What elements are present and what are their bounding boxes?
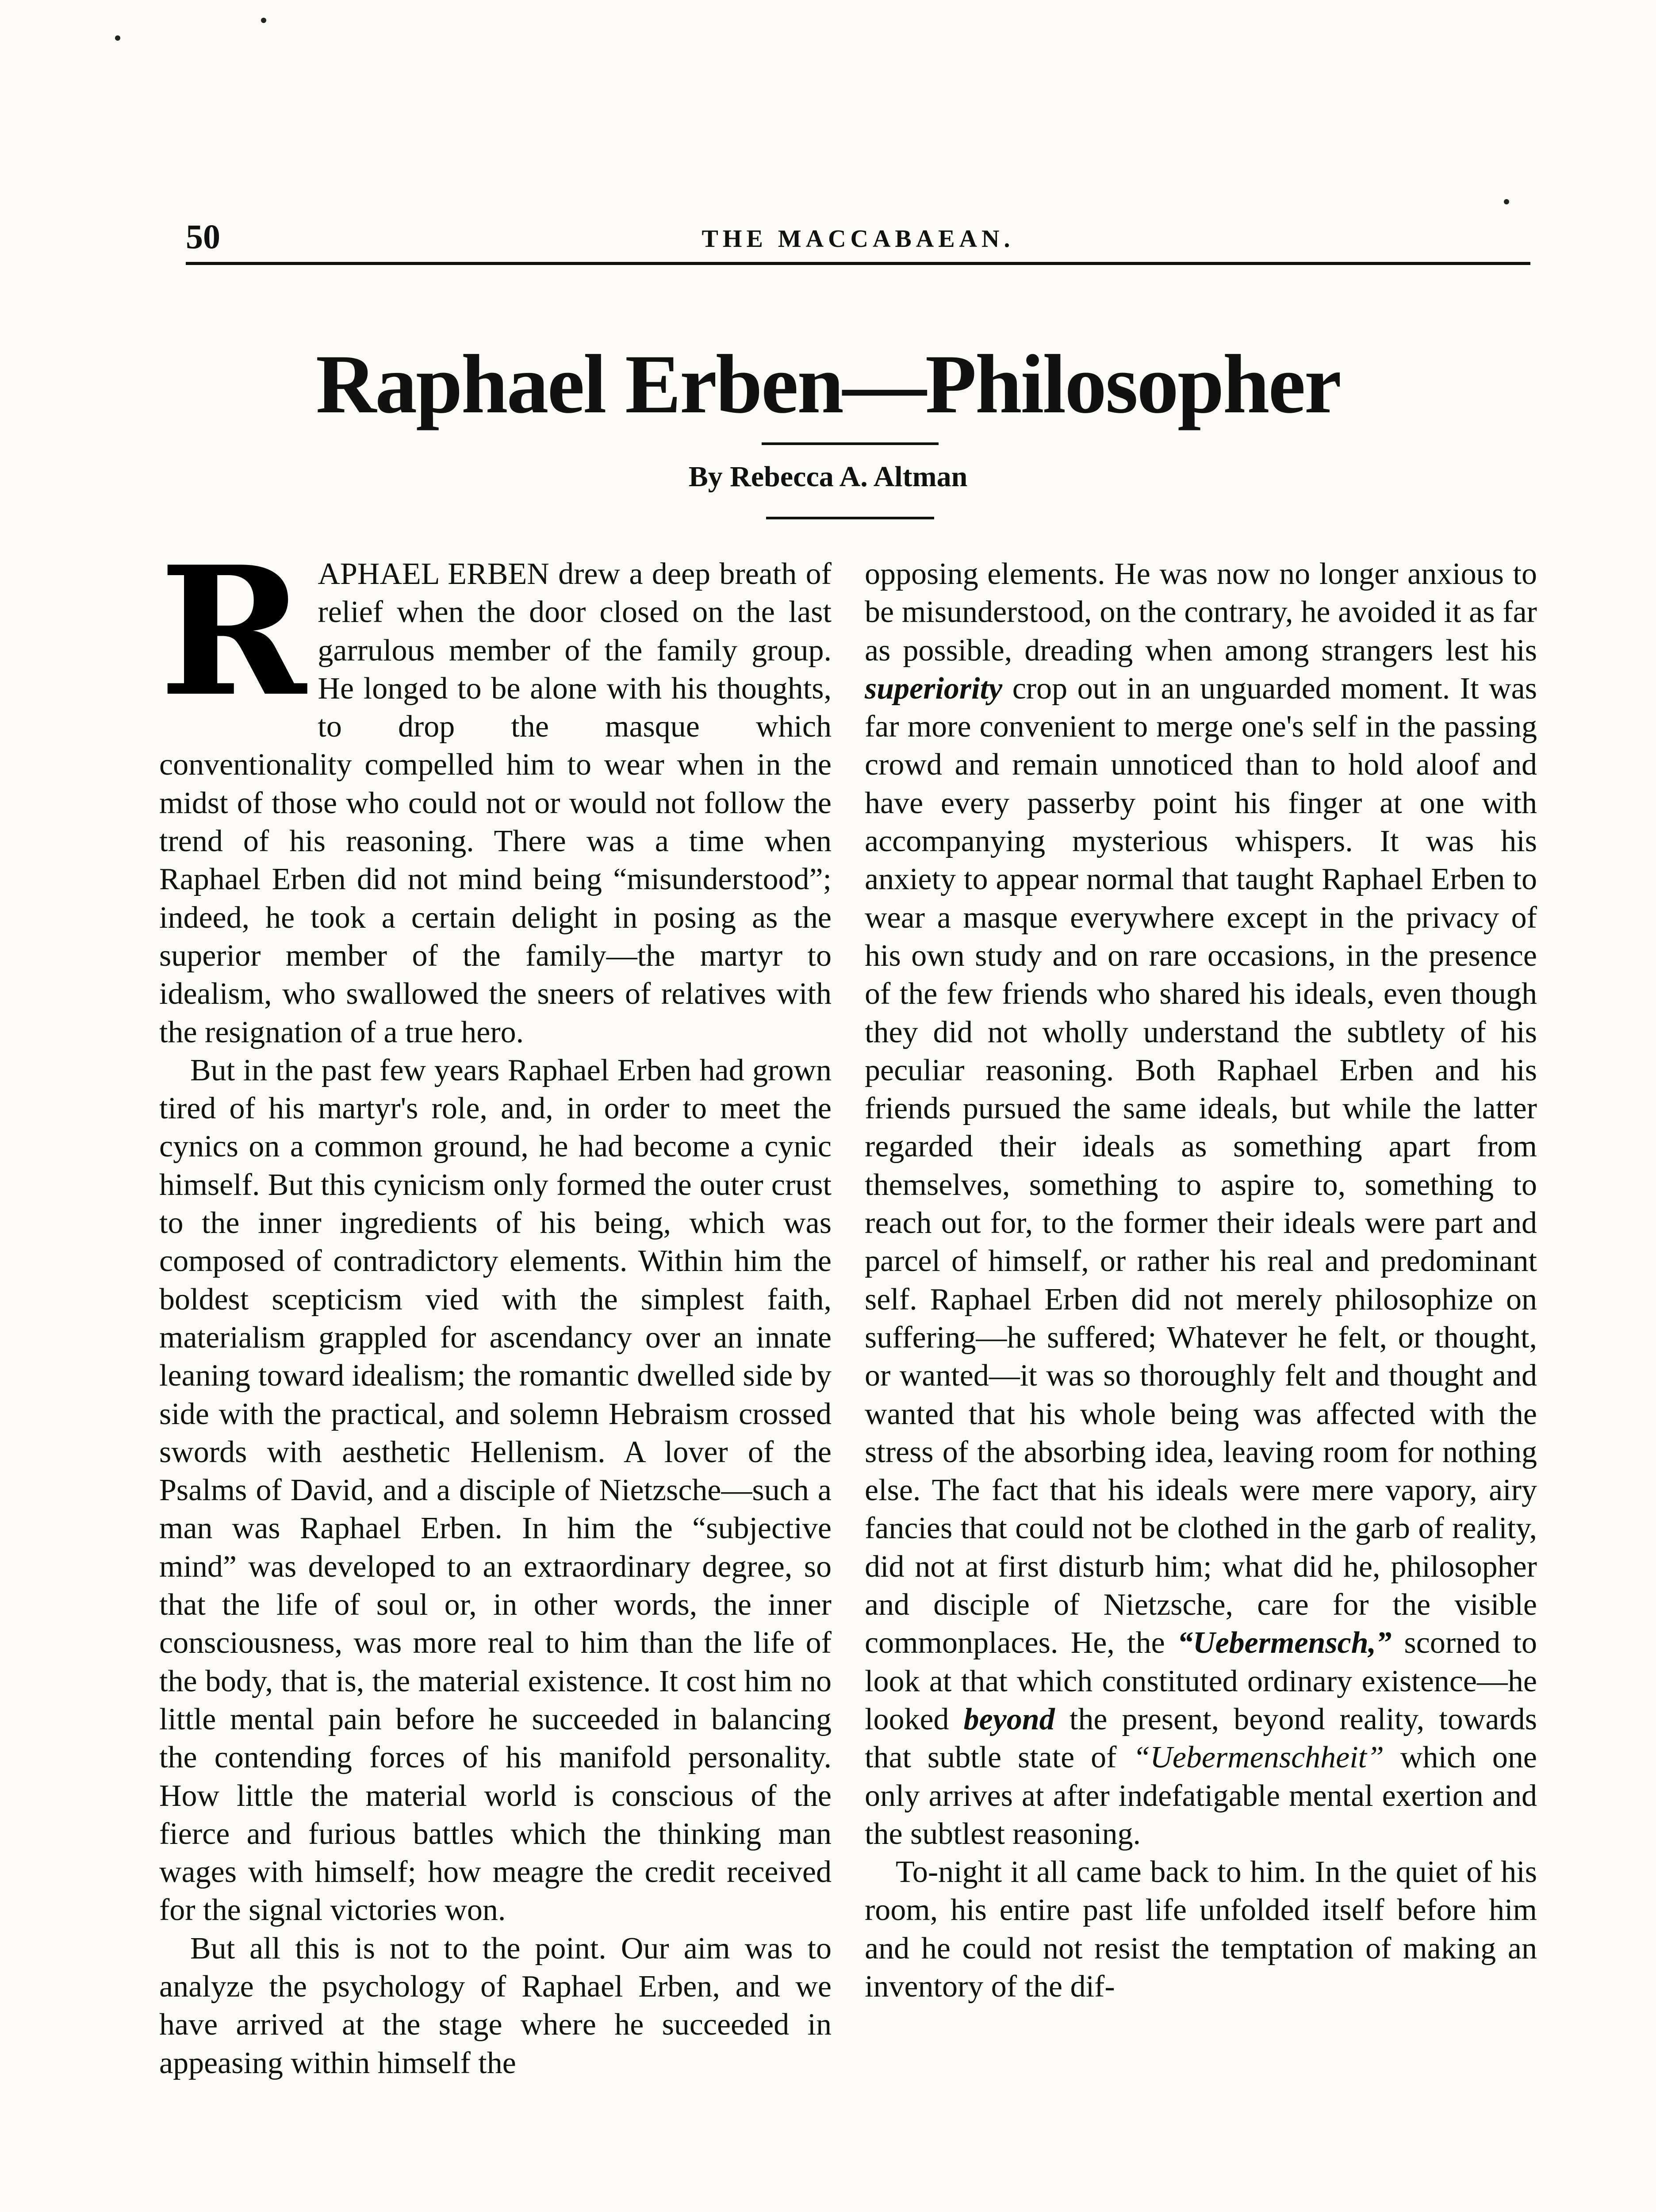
paragraph-1 — [159, 528, 832, 1052]
paragraph-1-text: APHAEL ERBEN drew a deep breath of relief when the door closed on the last garrulous member of the family group. He longed to be alone with his thoughts, to drop the masque which conventionality compelled him to wear when in the midst of those who could not or would not follow the trend of his reasoning. There was a time when Raphael Erben did not mind being “misunderstood”; indeed, he took a certain delight in posing as the superior member of the family—the martyr to idealism, who swallowed the sneers of relatives with the resignation of a true hero. — [159, 557, 832, 1049]
emphasis-uebermenschheit: “Uebermenschheit” — [1133, 1740, 1384, 1775]
text-run: the present, beyond reality, towards that subtle state of — [865, 1702, 1537, 1775]
page-number: 50 — [186, 217, 220, 256]
journal-title: THE MACCABAEAN. — [702, 225, 1015, 253]
paragraph-2: But in the past few years Raphael Erben had grown tired of his martyr's role, and, in order to meet the cynics on a common ground, he had become a cynic himself. But this cynicism only formed the outer crust to the inner ingredients of his being, which was composed of contradictory elements. Within him the boldest scepticism vied with the simplest faith, materialism grappled for ascendancy over an innate leaning toward idealism; the romantic dwelled side by side with the practical, and solemn Hebraism crossed swords with aesthetic Hellenism. A lover of the Psalms of David, and a disciple of Nietzsche—such a man was Raphael Erben. In him the “subjective mind” was developed to an extraordinary degree, so that the life of soul or, in other words, the inner consciousness, was more real to him than the life of the body, that is, the material existence. It cost him no little mental pain before he succeeded in balancing the contending forces of his manifold personality. How little the material world is conscious of the fierce and furious battles which the thinking man wages with himself; how meagre the credit received for the signal victories won. — [159, 1053, 832, 1928]
paragraph-continued — [865, 555, 1537, 1853]
emphasis-superiority: superiority — [865, 671, 1003, 706]
text-run: opposing elements. He was now no longer anxious to be misunderstood, on the contrary, he avoided it as far as possible, dreading when among strangers lest his — [865, 557, 1537, 668]
drop-cap: R — [159, 528, 307, 736]
text-run: which one only arrives at after indefatigable mental exertion and the subtlest reasoning. — [865, 1740, 1537, 1851]
article-title: Raphael Erben—Philosopher — [315, 338, 1341, 431]
running-header — [186, 217, 1530, 265]
header-rule — [186, 262, 1530, 265]
right-column — [865, 555, 1537, 2006]
scan-speck — [261, 18, 266, 23]
emphasis-beyond: beyond — [963, 1702, 1055, 1736]
scan-speck — [1504, 199, 1509, 204]
text-run: scorned to look at that which constituted ordinary existence—he looked — [865, 1626, 1537, 1736]
emphasis-uebermensch: “Uebermensch,” — [1177, 1626, 1392, 1660]
title-rule — [762, 442, 939, 445]
paragraph-3: But all this is not to the point. Our aim was to analyze the psychology of Raphael Erben, and we have arrived at the stage where he succeeded in appeasing within himself the — [159, 1931, 832, 2080]
text-run: crop out in an unguarded moment. It was far more convenient to merge one's self in the passing crowd and remain unnoticed than to hold aloof and have every passerby point his finger at one with accompanying mysterious whispers. It was his anxiety to appear normal that taught Raphael Erben to wear a masque everywhere except in the privacy of his own study and on rare occasions, in the presence of the few friends who shared his ideals, even though they did not wholly understand the subtlety of his peculiar reasoning. Both Raphael Erben and his friends pursued the same ideals, but while the latter regarded their ideals as something apart from themselves, something to aspire to, something to reach out for, to the former their ideals were part and parcel of himself, or rather his real and predominant self. Raphael Erben did not merely philosophize on suffering—he suffered; Whatever he felt, or thought, or wanted—it was so thoroughly felt and thought and wanted that his whole being was affected with the stress of the absorbing idea, leaving room for nothing else. The fact that his ideals were mere vapory, airy fancies that could not be clothed in the garb of reality, did not at first disturb him; what did he, philosopher and disciple of Nietzsche, care for the visible commonplaces. He, the — [865, 671, 1537, 1660]
left-column — [159, 528, 832, 2082]
byline-rule — [766, 517, 934, 519]
article-byline: By Rebecca A. Altman — [688, 461, 968, 493]
paragraph-next: To-night it all came back to him. In the quiet of his room, his entire past life unfolded itself before him and he could not resist the temptation of making an inventory of the dif- — [865, 1855, 1537, 2004]
scan-speck — [115, 35, 120, 41]
